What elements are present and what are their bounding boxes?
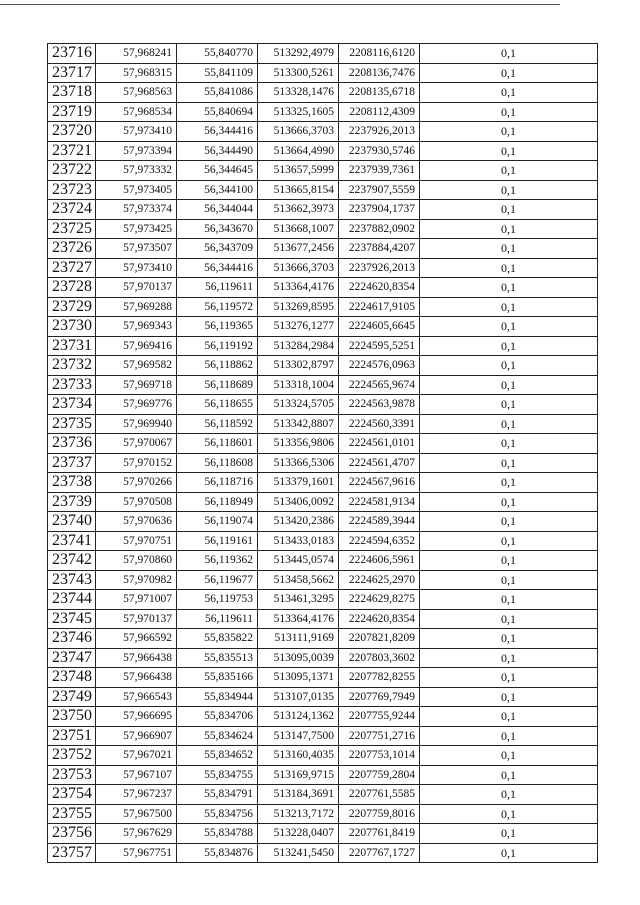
latitude-cell: 57,969776 [96,395,177,415]
latitude-cell: 57,971007 [96,590,177,610]
accuracy-cell: 0,1 [420,180,598,200]
point-number-cell: 23725 [48,219,96,239]
point-number-cell: 23716 [48,44,96,64]
point-number-cell: 23756 [48,824,96,844]
point-number-cell: 23743 [48,570,96,590]
latitude-cell: 57,967021 [96,746,177,766]
accuracy-cell: 0,1 [420,356,598,376]
y-coordinate-cell: 2224606,5961 [339,551,420,571]
y-coordinate-cell: 2224605,6645 [339,317,420,337]
latitude-cell: 57,969288 [96,297,177,317]
table-row [48,648,598,668]
table-row [48,122,598,142]
latitude-cell: 57,973410 [96,258,177,278]
table-row [48,63,598,83]
table-row [48,219,598,239]
x-coordinate-cell: 513364,4176 [258,278,339,298]
table-row [48,531,598,551]
y-coordinate-cell: 2208116,6120 [339,44,420,64]
accuracy-cell: 0,1 [420,473,598,493]
latitude-cell: 57,969343 [96,317,177,337]
y-coordinate-cell: 2207751,2716 [339,726,420,746]
x-coordinate-cell: 513458,5662 [258,570,339,590]
x-coordinate-cell: 513276,1277 [258,317,339,337]
top-border-line [0,4,560,5]
longitude-cell: 56,119611 [177,278,258,298]
x-coordinate-cell: 513364,4176 [258,609,339,629]
longitude-cell: 56,119677 [177,570,258,590]
latitude-cell: 57,967751 [96,843,177,863]
y-coordinate-cell: 2224620,8354 [339,609,420,629]
x-coordinate-cell: 513325,1605 [258,102,339,122]
table-row [48,473,598,493]
latitude-cell: 57,973394 [96,141,177,161]
x-coordinate-cell: 513095,1371 [258,668,339,688]
table-row [48,453,598,473]
table-row [48,785,598,805]
longitude-cell: 56,118716 [177,473,258,493]
point-number-cell: 23733 [48,375,96,395]
longitude-cell: 56,119074 [177,512,258,532]
x-coordinate-cell: 513342,8807 [258,414,339,434]
table-row [48,200,598,220]
y-coordinate-cell: 2207767,1727 [339,843,420,863]
latitude-cell: 57,970982 [96,570,177,590]
longitude-cell: 56,118862 [177,356,258,376]
accuracy-cell: 0,1 [420,648,598,668]
point-number-cell: 23752 [48,746,96,766]
x-coordinate-cell: 513095,0039 [258,648,339,668]
table-row [48,297,598,317]
x-coordinate-cell: 513169,9715 [258,765,339,785]
y-coordinate-cell: 2224561,4707 [339,453,420,473]
longitude-cell: 55,834756 [177,804,258,824]
latitude-cell: 57,966438 [96,668,177,688]
table-row [48,161,598,181]
accuracy-cell: 0,1 [420,804,598,824]
x-coordinate-cell: 513184,3691 [258,785,339,805]
x-coordinate-cell: 513324,5705 [258,395,339,415]
y-coordinate-cell: 2207782,8255 [339,668,420,688]
point-number-cell: 23718 [48,83,96,103]
accuracy-cell: 0,1 [420,785,598,805]
accuracy-cell: 0,1 [420,102,598,122]
longitude-cell: 56,119365 [177,317,258,337]
accuracy-cell: 0,1 [420,492,598,512]
y-coordinate-cell: 2207761,5585 [339,785,420,805]
y-coordinate-cell: 2224594,6352 [339,531,420,551]
accuracy-cell: 0,1 [420,765,598,785]
table-row [48,707,598,727]
point-number-cell: 23720 [48,122,96,142]
x-coordinate-cell: 513284,2984 [258,336,339,356]
accuracy-cell: 0,1 [420,746,598,766]
x-coordinate-cell: 513366,5306 [258,453,339,473]
x-coordinate-cell: 513228,0407 [258,824,339,844]
latitude-cell: 57,970137 [96,609,177,629]
point-number-cell: 23726 [48,239,96,259]
x-coordinate-cell: 513668,1007 [258,219,339,239]
table-row [48,609,598,629]
point-number-cell: 23737 [48,453,96,473]
y-coordinate-cell: 2208112,4309 [339,102,420,122]
table-row [48,726,598,746]
table-row [48,278,598,298]
longitude-cell: 56,343709 [177,239,258,259]
latitude-cell: 57,969940 [96,414,177,434]
y-coordinate-cell: 2224581,9134 [339,492,420,512]
table-row [48,375,598,395]
y-coordinate-cell: 2224565,9674 [339,375,420,395]
accuracy-cell: 0,1 [420,44,598,64]
accuracy-cell: 0,1 [420,219,598,239]
y-coordinate-cell: 2207753,1014 [339,746,420,766]
point-number-cell: 23745 [48,609,96,629]
y-coordinate-cell: 2207761,8419 [339,824,420,844]
latitude-cell: 57,967500 [96,804,177,824]
longitude-cell: 55,834791 [177,785,258,805]
longitude-cell: 55,841086 [177,83,258,103]
table-row [48,570,598,590]
point-number-cell: 23734 [48,395,96,415]
x-coordinate-cell: 513665,8154 [258,180,339,200]
longitude-cell: 56,344416 [177,122,258,142]
longitude-cell: 56,118655 [177,395,258,415]
y-coordinate-cell: 2224560,3391 [339,414,420,434]
accuracy-cell: 0,1 [420,395,598,415]
y-coordinate-cell: 2237882,0902 [339,219,420,239]
table-row [48,492,598,512]
latitude-cell: 57,973405 [96,180,177,200]
y-coordinate-cell: 2224589,3944 [339,512,420,532]
point-number-cell: 23757 [48,843,96,863]
x-coordinate-cell: 513445,0574 [258,551,339,571]
x-coordinate-cell: 513269,8595 [258,297,339,317]
y-coordinate-cell: 2237930,5746 [339,141,420,161]
longitude-cell: 55,834755 [177,765,258,785]
y-coordinate-cell: 2208135,6718 [339,83,420,103]
x-coordinate-cell: 513433,0183 [258,531,339,551]
y-coordinate-cell: 2207803,3602 [339,648,420,668]
latitude-cell: 57,973425 [96,219,177,239]
longitude-cell: 55,834944 [177,687,258,707]
table-row [48,629,598,649]
point-number-cell: 23736 [48,434,96,454]
accuracy-cell: 0,1 [420,83,598,103]
y-coordinate-cell: 2224576,0963 [339,356,420,376]
longitude-cell: 55,834876 [177,843,258,863]
longitude-cell: 55,835513 [177,648,258,668]
accuracy-cell: 0,1 [420,551,598,571]
point-number-cell: 23727 [48,258,96,278]
x-coordinate-cell: 513664,4990 [258,141,339,161]
point-number-cell: 23742 [48,551,96,571]
point-number-cell: 23746 [48,629,96,649]
point-number-cell: 23728 [48,278,96,298]
accuracy-cell: 0,1 [420,375,598,395]
table-row [48,687,598,707]
longitude-cell: 55,834706 [177,707,258,727]
table-row [48,395,598,415]
y-coordinate-cell: 2224595,5251 [339,336,420,356]
accuracy-cell: 0,1 [420,843,598,863]
table-row [48,746,598,766]
y-coordinate-cell: 2207821,8209 [339,629,420,649]
x-coordinate-cell: 513677,2456 [258,239,339,259]
latitude-cell: 57,967237 [96,785,177,805]
latitude-cell: 57,966695 [96,707,177,727]
point-number-cell: 23753 [48,765,96,785]
latitude-cell: 57,966907 [96,726,177,746]
y-coordinate-cell: 2207759,8016 [339,804,420,824]
table-row [48,765,598,785]
y-coordinate-cell: 2237926,2013 [339,258,420,278]
y-coordinate-cell: 2224629,8275 [339,590,420,610]
latitude-cell: 57,970636 [96,512,177,532]
accuracy-cell: 0,1 [420,824,598,844]
latitude-cell: 57,968241 [96,44,177,64]
accuracy-cell: 0,1 [420,63,598,83]
table-row [48,804,598,824]
point-number-cell: 23751 [48,726,96,746]
latitude-cell: 57,968563 [96,83,177,103]
longitude-cell: 56,118949 [177,492,258,512]
longitude-cell: 55,840694 [177,102,258,122]
latitude-cell: 57,969582 [96,356,177,376]
x-coordinate-cell: 513666,3703 [258,258,339,278]
accuracy-cell: 0,1 [420,278,598,298]
y-coordinate-cell: 2224625,2970 [339,570,420,590]
longitude-cell: 55,834788 [177,824,258,844]
latitude-cell: 57,969718 [96,375,177,395]
table-row [48,83,598,103]
latitude-cell: 57,973332 [96,161,177,181]
y-coordinate-cell: 2208136,7476 [339,63,420,83]
x-coordinate-cell: 513379,1601 [258,473,339,493]
longitude-cell: 56,118608 [177,453,258,473]
accuracy-cell: 0,1 [420,200,598,220]
x-coordinate-cell: 513302,8797 [258,356,339,376]
table-row [48,551,598,571]
x-coordinate-cell: 513147,7500 [258,726,339,746]
accuracy-cell: 0,1 [420,609,598,629]
point-number-cell: 23755 [48,804,96,824]
y-coordinate-cell: 2207759,2804 [339,765,420,785]
latitude-cell: 57,970137 [96,278,177,298]
longitude-cell: 56,344100 [177,180,258,200]
accuracy-cell: 0,1 [420,141,598,161]
x-coordinate-cell: 513300,5261 [258,63,339,83]
table-row [48,668,598,688]
y-coordinate-cell: 2237939,7361 [339,161,420,181]
y-coordinate-cell: 2224563,9878 [339,395,420,415]
accuracy-cell: 0,1 [420,336,598,356]
longitude-cell: 56,119362 [177,551,258,571]
longitude-cell: 56,119161 [177,531,258,551]
table-row [48,44,598,64]
latitude-cell: 57,970067 [96,434,177,454]
latitude-cell: 57,970860 [96,551,177,571]
accuracy-cell: 0,1 [420,590,598,610]
y-coordinate-cell: 2237926,2013 [339,122,420,142]
longitude-cell: 55,834624 [177,726,258,746]
latitude-cell: 57,967629 [96,824,177,844]
table-row [48,317,598,337]
point-number-cell: 23724 [48,200,96,220]
longitude-cell: 55,834652 [177,746,258,766]
y-coordinate-cell: 2224561,0101 [339,434,420,454]
x-coordinate-cell: 513666,3703 [258,122,339,142]
longitude-cell: 56,119611 [177,609,258,629]
x-coordinate-cell: 513657,5999 [258,161,339,181]
coordinates-table-body [48,44,598,863]
latitude-cell: 57,970266 [96,473,177,493]
accuracy-cell: 0,1 [420,414,598,434]
table-row [48,356,598,376]
table-row [48,414,598,434]
accuracy-cell: 0,1 [420,531,598,551]
accuracy-cell: 0,1 [420,629,598,649]
y-coordinate-cell: 2207769,7949 [339,687,420,707]
accuracy-cell: 0,1 [420,570,598,590]
latitude-cell: 57,973410 [96,122,177,142]
point-number-cell: 23735 [48,414,96,434]
x-coordinate-cell: 513124,1362 [258,707,339,727]
accuracy-cell: 0,1 [420,297,598,317]
x-coordinate-cell: 513328,1476 [258,83,339,103]
longitude-cell: 56,344645 [177,161,258,181]
point-number-cell: 23749 [48,687,96,707]
point-number-cell: 23723 [48,180,96,200]
x-coordinate-cell: 513111,9169 [258,629,339,649]
x-coordinate-cell: 513662,3973 [258,200,339,220]
table-row [48,336,598,356]
point-number-cell: 23722 [48,161,96,181]
longitude-cell: 56,344044 [177,200,258,220]
table-row [48,180,598,200]
point-number-cell: 23747 [48,648,96,668]
table-row [48,141,598,161]
y-coordinate-cell: 2224620,8354 [339,278,420,298]
longitude-cell: 56,344490 [177,141,258,161]
longitude-cell: 55,835822 [177,629,258,649]
accuracy-cell: 0,1 [420,707,598,727]
x-coordinate-cell: 513107,0135 [258,687,339,707]
point-number-cell: 23721 [48,141,96,161]
point-number-cell: 23738 [48,473,96,493]
table-row [48,512,598,532]
accuracy-cell: 0,1 [420,668,598,688]
y-coordinate-cell: 2237884,4207 [339,239,420,259]
x-coordinate-cell: 513420,2386 [258,512,339,532]
table-row [48,590,598,610]
point-number-cell: 23717 [48,63,96,83]
latitude-cell: 57,970508 [96,492,177,512]
accuracy-cell: 0,1 [420,687,598,707]
latitude-cell: 57,966438 [96,648,177,668]
latitude-cell: 57,970751 [96,531,177,551]
latitude-cell: 57,973374 [96,200,177,220]
latitude-cell: 57,967107 [96,765,177,785]
coordinates-table [47,43,598,863]
x-coordinate-cell: 513318,1004 [258,375,339,395]
accuracy-cell: 0,1 [420,317,598,337]
longitude-cell: 55,841109 [177,63,258,83]
longitude-cell: 56,118601 [177,434,258,454]
table-row [48,843,598,863]
table-row [48,102,598,122]
point-number-cell: 23739 [48,492,96,512]
longitude-cell: 56,118592 [177,414,258,434]
table-row [48,239,598,259]
x-coordinate-cell: 513461,3295 [258,590,339,610]
x-coordinate-cell: 513241,5450 [258,843,339,863]
point-number-cell: 23741 [48,531,96,551]
longitude-cell: 56,343670 [177,219,258,239]
accuracy-cell: 0,1 [420,258,598,278]
point-number-cell: 23719 [48,102,96,122]
longitude-cell: 56,344416 [177,258,258,278]
point-number-cell: 23740 [48,512,96,532]
longitude-cell: 56,119753 [177,590,258,610]
latitude-cell: 57,966543 [96,687,177,707]
y-coordinate-cell: 2207755,9244 [339,707,420,727]
longitude-cell: 56,119572 [177,297,258,317]
accuracy-cell: 0,1 [420,453,598,473]
longitude-cell: 56,119192 [177,336,258,356]
latitude-cell: 57,968315 [96,63,177,83]
y-coordinate-cell: 2224617,9105 [339,297,420,317]
table-row [48,434,598,454]
table-row [48,824,598,844]
point-number-cell: 23729 [48,297,96,317]
point-number-cell: 23731 [48,336,96,356]
y-coordinate-cell: 2237907,5559 [339,180,420,200]
y-coordinate-cell: 2237904,1737 [339,200,420,220]
longitude-cell: 56,118689 [177,375,258,395]
point-number-cell: 23730 [48,317,96,337]
latitude-cell: 57,970152 [96,453,177,473]
table-row [48,258,598,278]
point-number-cell: 23754 [48,785,96,805]
accuracy-cell: 0,1 [420,239,598,259]
longitude-cell: 55,840770 [177,44,258,64]
accuracy-cell: 0,1 [420,122,598,142]
x-coordinate-cell: 513356,9806 [258,434,339,454]
y-coordinate-cell: 2224567,9616 [339,473,420,493]
point-number-cell: 23750 [48,707,96,727]
x-coordinate-cell: 513213,7172 [258,804,339,824]
accuracy-cell: 0,1 [420,161,598,181]
point-number-cell: 23732 [48,356,96,376]
latitude-cell: 57,969416 [96,336,177,356]
accuracy-cell: 0,1 [420,434,598,454]
point-number-cell: 23744 [48,590,96,610]
point-number-cell: 23748 [48,668,96,688]
latitude-cell: 57,973507 [96,239,177,259]
x-coordinate-cell: 513160,4035 [258,746,339,766]
longitude-cell: 55,835166 [177,668,258,688]
accuracy-cell: 0,1 [420,726,598,746]
accuracy-cell: 0,1 [420,512,598,532]
latitude-cell: 57,968534 [96,102,177,122]
latitude-cell: 57,966592 [96,629,177,649]
x-coordinate-cell: 513406,0092 [258,492,339,512]
x-coordinate-cell: 513292,4979 [258,44,339,64]
